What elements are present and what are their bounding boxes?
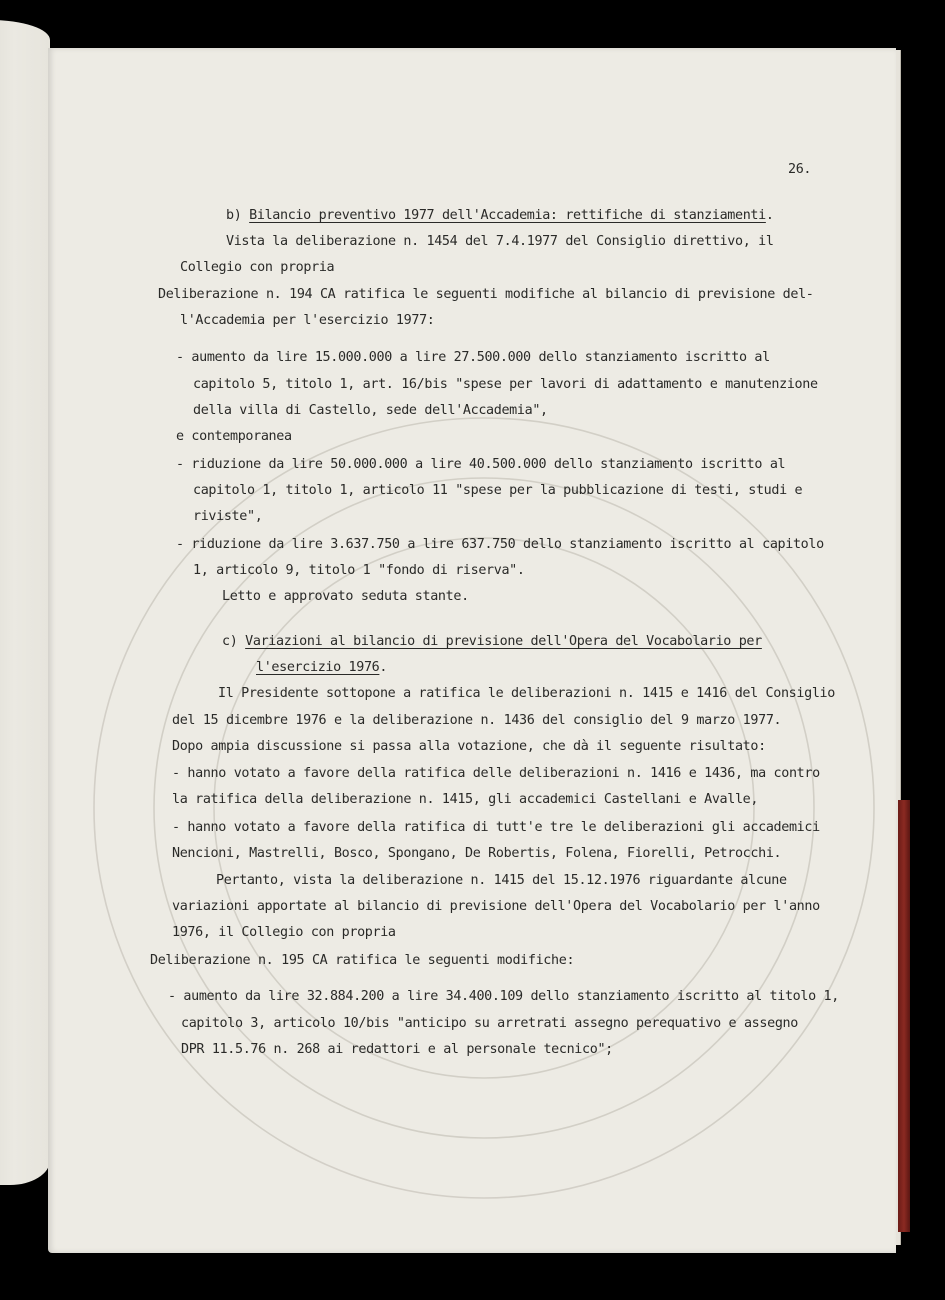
list-item-line: 1, articolo 9, titolo 1 "fondo di riserva". <box>193 563 525 578</box>
list-item-line: riviste", <box>193 509 263 524</box>
paragraph-line: Dopo ampia discussione si passa alla votazione, che dà il seguente risultato: <box>172 739 766 754</box>
list-item-line: DPR 11.5.76 n. 268 ai redattori e al personale tecnico"; <box>181 1042 613 1057</box>
watermark-circles <box>48 48 896 1253</box>
section-c-marker: c) <box>222 634 238 649</box>
section-c-title-end: . <box>379 660 388 675</box>
paragraph-line: l'Accademia per l'esercizio 1977: <box>180 313 435 328</box>
deliberation-line: Deliberazione n. 194 CA ratifica le seguenti modifiche al bilancio di previsione del- <box>158 287 814 302</box>
vote-line: la ratifica della deliberazione n. 1415, gli accademici Castellani e Avalle, <box>172 792 759 807</box>
paragraph-line: 1976, il Collegio con propria <box>172 925 396 940</box>
list-item-line: capitolo 5, titolo 1, art. 16/bis "spese per lavori di adattamento e manutenzione <box>193 377 818 392</box>
paragraph-line: variazioni apportate al bilancio di previsione dell'Opera del Vocabolario per l'anno <box>172 899 820 914</box>
section-c-title-line2: l'esercizio 1976 <box>256 660 380 675</box>
connector-line: e contemporanea <box>176 429 292 444</box>
section-c-heading <box>222 634 762 649</box>
list-item-line: - aumento da lire 15.000.000 a lire 27.500.000 dello stanziamento iscritto al <box>176 350 770 365</box>
list-item-line: - aumento da lire 32.884.200 a lire 34.400.109 dello stanziamento iscritto al titolo 1, <box>168 989 839 1004</box>
list-item-line: capitolo 1, titolo 1, articolo 11 "spese per la pubblicazione di testi, studi e <box>193 483 803 498</box>
watermark-ring <box>94 418 874 1198</box>
paragraph-line: del 15 dicembre 1976 e la deliberazione n. 1436 del consiglio del 9 marzo 1977. <box>172 713 782 728</box>
paragraph-line: Pertanto, vista la deliberazione n. 1415 del 15.12.1976 riguardante alcune <box>216 873 787 888</box>
section-b-title: Bilancio preventivo 1977 dell'Accademia: rettifiche di stanziamenti <box>249 208 766 223</box>
document-page <box>48 48 896 1253</box>
section-c-heading-cont <box>256 660 387 675</box>
vote-line: - hanno votato a favore della ratifica delle deliberazioni n. 1416 e 1436, ma contro <box>172 766 820 781</box>
list-item-line: capitolo 3, articolo 10/bis "anticipo su arretrati assegno perequativo e assegno <box>181 1016 798 1031</box>
left-page-edge <box>0 20 50 1185</box>
section-b-marker: b) <box>226 208 242 223</box>
paragraph-line: Collegio con propria <box>180 260 335 275</box>
list-item-line: della villa di Castello, sede dell'Accademia", <box>193 403 548 418</box>
list-item-line: - riduzione da lire 3.637.750 a lire 637.750 dello stanziamento iscritto al capitolo <box>176 537 824 552</box>
section-c-title-line1: Variazioni al bilancio di previsione dell'Opera del Vocabolario per <box>245 634 762 649</box>
paragraph-line: Il Presidente sottopone a ratifica le deliberazioni n. 1415 e 1416 del Consiglio <box>218 686 835 701</box>
section-b-heading <box>226 208 774 223</box>
list-item-line: - riduzione da lire 50.000.000 a lire 40.500.000 dello stanziamento iscritto al <box>176 457 786 472</box>
page-number: 26. <box>788 162 812 177</box>
book-cover-edge <box>898 800 910 1232</box>
section-b-title-end: . <box>765 208 774 223</box>
vote-line: Nencioni, Mastrelli, Bosco, Spongano, De Robertis, Folena, Fiorelli, Petrocchi. <box>172 846 782 861</box>
paragraph-line: Vista la deliberazione n. 1454 del 7.4.1977 del Consiglio direttivo, il <box>226 234 774 249</box>
closing-line: Letto e approvato seduta stante. <box>222 589 469 604</box>
deliberation-line: Deliberazione n. 195 CA ratifica le seguenti modifiche: <box>150 953 575 968</box>
vote-line: - hanno votato a favore della ratifica di tutt'e tre le deliberazioni gli accademici <box>172 820 820 835</box>
